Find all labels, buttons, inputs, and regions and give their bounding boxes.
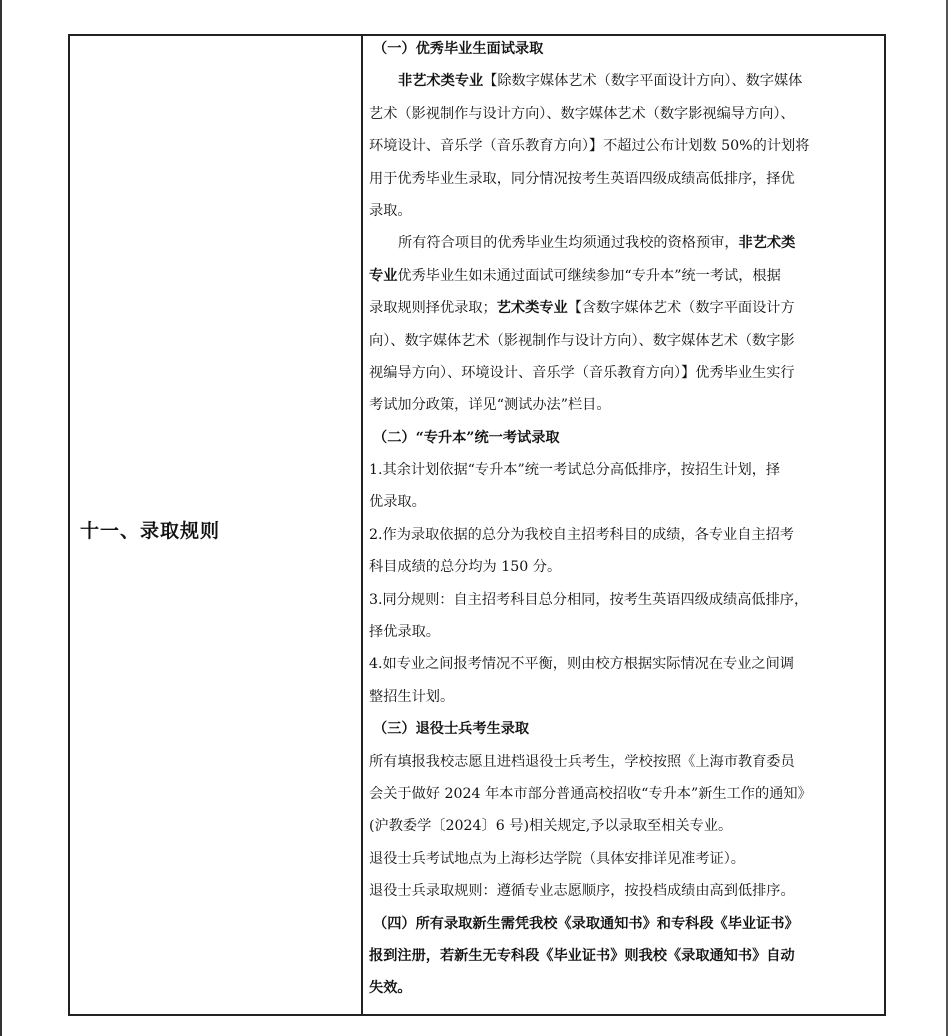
text-span: 【含数字媒体艺术（数字平面设计方 [567,300,795,317]
part4-line2: 报到注册，若新生无专科段《毕业证书》则我校《录取通知书》自动 [369,947,795,964]
part4-line3: 失效。 [369,980,412,997]
major-label: 专业 [369,267,398,284]
section-label-cell [70,36,361,1014]
part1-para1-line4: 用于优秀毕业生录取，同分情况按考生英语四级成绩高低排序，择优 [369,170,795,187]
art-major-label: 艺术类专业 [496,300,568,317]
part4-line1: （四）所有录取新生需凭我校《录取通知书》和专科段《毕业证书》 [373,915,799,932]
part2-item1-line1: 1.其余计划依据“专升本”统一考试总分高低排序，按招生计划，择 [369,462,781,479]
part1-heading: （一）优秀毕业生面试录取 [373,41,544,57]
part3-heading: （三）退役士兵考生录取 [373,721,530,738]
part1-para2-line2 [369,260,881,292]
part1-para2-line1 [369,227,881,259]
non-art-label: 非艺术类专业 [398,73,484,90]
part1-para1-line3: 环境设计、音乐学（音乐教育方向）】不超过公布计划数 50%的计划将 [369,138,810,155]
text-span: 【除数字媒体艺术（数字平面设计方向）、数字媒体 [483,73,803,90]
part3-line3: (沪教委学〔2024〕6 号)相关规定,予以录取至相关专业。 [369,818,733,835]
part2-item3-line1: 3.同分规则：自主招考科目总分相同，按考生英语四级成绩高低排序， [369,591,809,608]
part1-para2-line4: 向）、数字媒体艺术（影视制作与设计方向）、数字媒体艺术（数字影 [369,332,795,349]
part1-para1-line2: 艺术（影视制作与设计方向）、数字媒体艺术（数字影视编导方向）、 [369,105,795,122]
part1-para1-line5: 录取。 [369,202,412,219]
part1-para1-line1 [369,65,881,97]
part2-item1-line2: 优录取。 [369,494,426,511]
part1-para2-line5: 视编导方向）、环境设计、音乐学（音乐教育方向）】优秀毕业生实行 [369,364,795,381]
page-edge-left [0,0,2,1036]
part2-item3-line2: 择优录取。 [369,624,440,641]
part3-line5: 退役士兵录取规则：遵循专业志愿顺序，按投档成绩由高到低排序。 [369,883,795,900]
rules-content-cell [369,36,881,1014]
section-title: 十一、录取规则 [80,520,221,542]
admission-rules-table [68,34,886,1016]
part2-item4-line1: 4.如专业之间报考情况不平衡，则由校方根据实际情况在专业之间调 [369,656,794,673]
part2-heading: （二）“专升本”统一考试录取 [373,429,560,446]
non-art-label-2: 非艺术类 [738,235,796,252]
part2-item4-line2: 整招生计划。 [369,688,455,705]
part2-item2-line1: 2.作为录取依据的总分为我校自主招考科目的成绩，各专业自主招考 [369,526,794,543]
part3-line1: 所有填报我校志愿且进档退役士兵考生，学校按照《上海市教育委员 [369,753,795,770]
part1-para2-line3 [369,292,881,324]
text-span: 优秀毕业生如未通过面试可继续参加“专升本”统一考试，根据 [397,267,781,284]
part1-para2-line6: 考试加分政策，详见“测试办法”栏目。 [369,397,611,414]
page-edge-right [946,0,948,1036]
part3-line4: 退役士兵考试地点为上海杉达学院（具体安排详见准考证）。 [369,850,745,867]
column-divider [361,36,363,1014]
part3-line2: 会关于做好 2024 年本市部分普通高校招收“专升本”新生工作的通知》 [369,785,812,802]
text-span: 录取规则择优录取； [369,300,497,317]
part2-item2-line2: 科目成绩的总分均为 150 分。 [369,559,562,576]
text-span: 所有符合项目的优秀毕业生均须通过我校的资格预审， [398,235,739,252]
